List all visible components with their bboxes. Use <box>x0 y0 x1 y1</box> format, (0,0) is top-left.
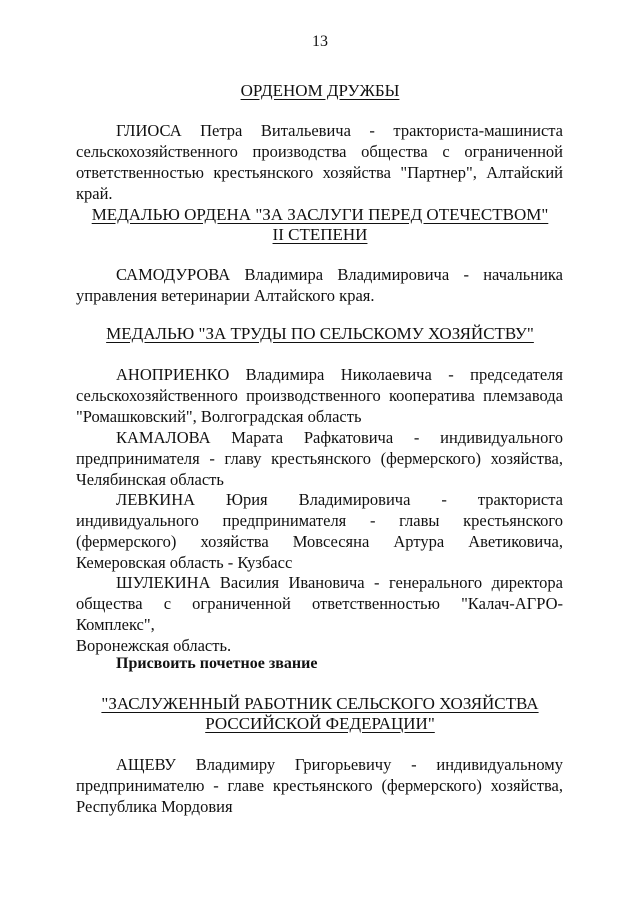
paragraph-line: Кемеровская область - Кузбасс <box>76 553 293 572</box>
paragraph-line: КАМАЛОВА Марата Рафкатовича - индивидуального <box>116 428 563 447</box>
paragraph-line: АЩЕВУ Владимиру Григорьевичу - индивидуальному <box>116 755 563 774</box>
heading-text: МЕДАЛЬЮ "ЗА ТРУДЫ ПО СЕЛЬСКОМУ ХОЗЯЙСТВУ" <box>106 324 534 343</box>
paragraph-line: ответственностью крестьянского хозяйства "Партнер", Алтайский край. <box>76 163 563 203</box>
award-heading-degree <box>0 224 640 245</box>
honorary-title-intro: Присвоить почетное звание <box>116 655 318 672</box>
paragraph-line: управления ветеринарии Алтайского края. <box>76 286 375 305</box>
award-heading-honored-worker <box>0 693 640 714</box>
page-number: 13 <box>312 33 328 50</box>
paragraph-line: общества с ограниченной ответственностью "Калач-АГРО-Комплекс", <box>76 594 563 634</box>
award-paragraph-kamalov <box>76 427 563 490</box>
paragraph-line: предпринимателю - главе крестьянского (фермерского) хозяйства, <box>76 776 563 795</box>
paragraph-line: индивидуального предпринимателя - главы крестьянского <box>76 511 563 530</box>
paragraph-line: ШУЛЕКИНА Василия Ивановича - генерального директора <box>116 573 563 592</box>
award-paragraph-gliosa <box>76 120 563 204</box>
award-heading-order-of-friendship <box>0 80 640 101</box>
paragraph-line: предпринимателя - главу крестьянского (фермерского) хозяйства, <box>76 449 563 468</box>
paragraph-line: сельскохозяйственного производства общества с ограниченной <box>76 142 563 161</box>
paragraph-line: САМОДУРОВА Владимира Владимировича - начальника <box>116 265 563 284</box>
award-paragraph-anoprienko <box>76 364 563 427</box>
paragraph-line: ЛЕВКИНА Юрия Владимировича - тракториста <box>116 490 563 509</box>
award-heading-russian-federation <box>0 713 640 734</box>
paragraph-line: Республика Мордовия <box>76 797 233 816</box>
heading-text: МЕДАЛЬЮ ОРДЕНА "ЗА ЗАСЛУГИ ПЕРЕД ОТЕЧЕСТВОМ" <box>91 205 549 224</box>
heading-text: РОССИЙСКОЙ ФЕДЕРАЦИИ" <box>205 714 435 733</box>
heading-text: ОРДЕНОМ ДРУЖБЫ <box>240 81 400 100</box>
paragraph-line: Воронежская область. <box>76 636 232 655</box>
award-heading-medal-order-merit <box>0 204 640 225</box>
paragraph-line: "Ромашковский", Волгоградская область <box>76 407 362 426</box>
award-heading-medal-agriculture <box>0 323 640 344</box>
paragraph-line: Челябинская область <box>76 470 224 489</box>
paragraph-line: (фермерского) хозяйства Мовсесяна Артура Аветиковича, <box>76 532 563 551</box>
award-paragraph-levkin <box>76 489 563 573</box>
heading-text: "ЗАСЛУЖЕННЫЙ РАБОТНИК СЕЛЬСКОГО ХОЗЯЙСТВА <box>101 694 539 713</box>
award-paragraph-samodurov <box>76 264 563 306</box>
award-paragraph-aschev <box>76 754 563 817</box>
heading-text: II СТЕПЕНИ <box>272 225 368 244</box>
paragraph-line: АНОПРИЕНКО Владимира Николаевича - председателя <box>116 365 563 384</box>
paragraph-line: ГЛИОСА Петра Витальевича - тракториста-машиниста <box>116 121 563 140</box>
paragraph-line: сельскохозяйственного производственного кооператива племзавода <box>76 386 563 405</box>
award-paragraph-shulekin <box>76 572 563 656</box>
